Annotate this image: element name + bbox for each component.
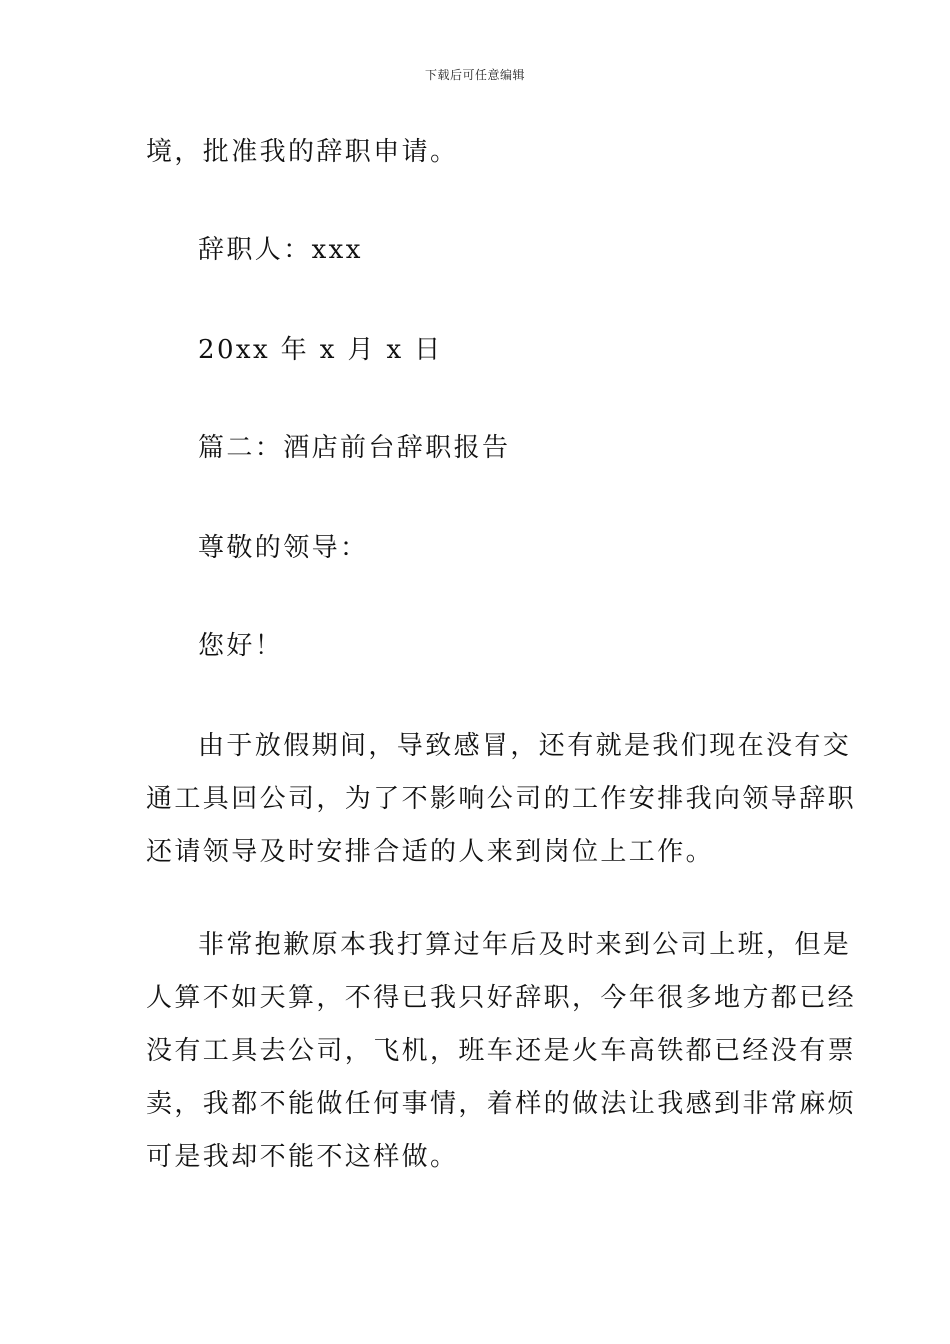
page-header: 下载后可任意编辑	[424, 68, 525, 82]
salutation: 尊敬的领导：	[198, 533, 369, 563]
paragraph-line: 卖，我都不能做任何事情，着样的做法让我感到非常麻烦	[146, 1089, 857, 1119]
paragraph-line: 没有工具去公司，飞机，班车还是火车高铁都已经没有票	[146, 1036, 857, 1066]
continued-line: 境，批准我的辞职申请。	[146, 137, 459, 167]
paragraph-line: 人算不如天算，不得已我只好辞职，今年很多地方都已经	[146, 983, 857, 1013]
paragraph-2	[146, 930, 857, 1195]
date-line: 20xx 年 x 月 x 日	[198, 335, 443, 365]
paragraph-1	[146, 731, 857, 890]
section-title: 篇二：酒店前台辞职报告	[198, 433, 511, 463]
paragraph-line: 通工具回公司，为了不影响公司的工作安排我向领导辞职	[146, 784, 857, 814]
paragraph-line: 还请领导及时安排合适的人来到岗位上工作。	[146, 837, 715, 867]
signer-line: 辞职人：xxx	[198, 235, 363, 265]
paragraph-line: 可是我却不能不这样做。	[146, 1142, 459, 1172]
paragraph-line: 由于放假期间，导致感冒，还有就是我们现在没有交	[198, 731, 852, 761]
greeting: 您好！	[198, 631, 284, 661]
paragraph-line: 非常抱歉原本我打算过年后及时来到公司上班，但是	[198, 930, 852, 960]
